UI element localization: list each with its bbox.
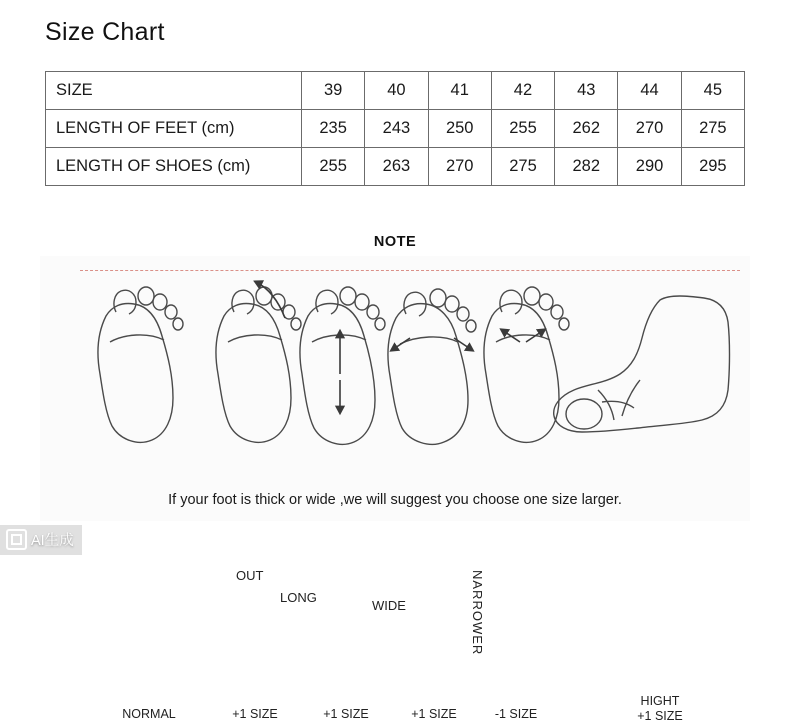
- row-label: LENGTH OF SHOES (cm): [46, 148, 302, 186]
- foot-inner-label-long: LONG: [280, 590, 317, 605]
- side-view-caption: [605, 694, 715, 724]
- table-cell: 45: [681, 72, 744, 110]
- table-cell: 275: [491, 148, 554, 186]
- foot-caption-narrower: -1 SIZE: [494, 707, 538, 721]
- table-row: [46, 110, 745, 148]
- table-cell: 255: [302, 148, 365, 186]
- side-view-caption-line2: +1 SIZE: [637, 709, 683, 723]
- table-cell: 250: [428, 110, 491, 148]
- table-cell: 262: [555, 110, 618, 148]
- foot-inner-label-out: OUT: [236, 568, 264, 583]
- table-cell: 243: [365, 110, 428, 148]
- feet-diagram: [40, 256, 750, 521]
- table-cell: 275: [681, 110, 744, 148]
- table-cell: 282: [555, 148, 618, 186]
- table-cell: 255: [491, 110, 554, 148]
- watermark-text: AI生成: [31, 533, 74, 549]
- row-label: LENGTH OF FEET (cm): [46, 110, 302, 148]
- watermark: [0, 525, 82, 555]
- table-cell: 263: [365, 148, 428, 186]
- table-cell: 270: [618, 110, 681, 148]
- foot-caption-out: +1 SIZE: [232, 707, 278, 721]
- row-label: SIZE: [46, 72, 302, 110]
- foot-caption-long: +1 SIZE: [323, 707, 369, 721]
- foot-inner-label-wide: WIDE: [372, 598, 406, 613]
- table-cell: 270: [428, 148, 491, 186]
- table-row: [46, 148, 745, 186]
- table-cell: 44: [618, 72, 681, 110]
- foot-caption-wide: +1 SIZE: [411, 707, 457, 721]
- table-row: [46, 72, 745, 110]
- table-cell: 42: [491, 72, 554, 110]
- table-cell: 295: [681, 148, 744, 186]
- note-heading: NOTE: [373, 234, 417, 250]
- watermark-logo-icon: [6, 529, 27, 550]
- table-cell: 41: [428, 72, 491, 110]
- table-cell: 235: [302, 110, 365, 148]
- table-cell: 43: [555, 72, 618, 110]
- table-cell: 39: [302, 72, 365, 110]
- foot-inner-label-narrower: NARROWER: [470, 570, 485, 656]
- page-title: Size Chart: [45, 18, 165, 46]
- foot-caption-normal: NORMAL: [122, 707, 176, 721]
- size-table: [45, 71, 745, 186]
- note-footer-text: If your foot is thick or wide ,we will suggest you choose one size larger.: [168, 492, 622, 508]
- table-cell: 40: [365, 72, 428, 110]
- table-cell: 290: [618, 148, 681, 186]
- side-view-caption-line1: HIGHT: [640, 694, 680, 708]
